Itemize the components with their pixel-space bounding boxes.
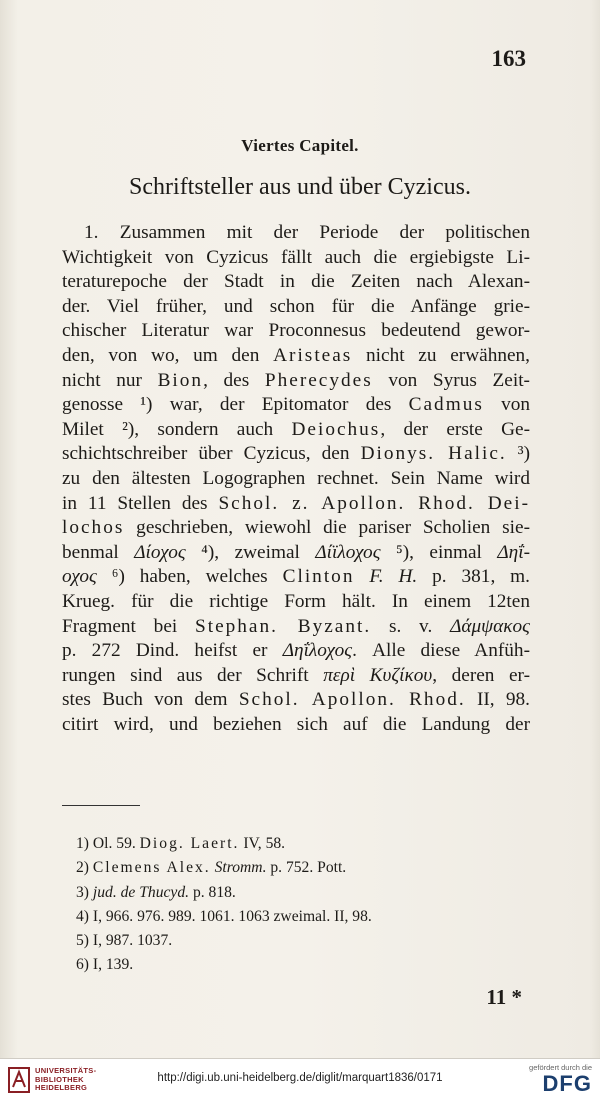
text-span: 3) — [76, 883, 93, 901]
text-span: Δίϊλοχος — [315, 541, 381, 563]
text-span: 4) I, 966. 976. 989. 1061. 1063 zweimal. II, 98. — [76, 907, 372, 925]
text-span: , des — [203, 369, 265, 391]
text-span: schichtschreiber über Cyzicus, den — [62, 443, 361, 465]
text-span: II, 98. — [465, 689, 530, 711]
text-span: den, von wo, um den — [62, 344, 274, 366]
text-span: IV, 58. — [239, 835, 286, 852]
text-span: stes Buch von dem — [62, 689, 239, 711]
body-line — [62, 688, 530, 713]
text-span: 6) I, 139. — [76, 956, 134, 974]
text-span: Stephan. Byzant. — [195, 615, 372, 637]
text-span: p. 381, m. — [417, 566, 531, 588]
text-span: Clinton — [282, 566, 355, 588]
body-line — [62, 516, 530, 541]
body-line — [62, 319, 530, 344]
text-span: Milet ²), sondern auch — [62, 418, 292, 440]
text-span: ⁴), zweimal — [185, 541, 316, 563]
body-line — [62, 270, 530, 295]
text-span: in 11 Stellen des — [62, 492, 219, 514]
text-span: Clemens Alex. — [92, 859, 211, 877]
text-span: Δηΐλοχος — [282, 640, 353, 662]
text-span: von — [483, 394, 530, 416]
text-span: von Syrus Zeit- — [372, 369, 530, 391]
text-span: Pherecydes — [264, 369, 373, 391]
dfg-logo[interactable] — [529, 1063, 592, 1096]
footnote — [76, 881, 372, 905]
text-span: Bion — [157, 369, 204, 391]
text-span: F. H. — [369, 566, 418, 588]
text-span: Δάμψακος — [450, 615, 530, 637]
footnote — [76, 856, 372, 880]
text-span: 1. Zusammen mit der Periode der politischen — [84, 222, 530, 243]
body-line — [62, 295, 530, 320]
section-title: Schriftsteller aus und über Cyzicus. — [129, 174, 471, 200]
footnotes — [76, 832, 372, 978]
text-span: nicht zu erwähnen, — [352, 344, 531, 366]
body-line — [62, 418, 530, 443]
body-line — [62, 541, 530, 566]
body-line — [62, 565, 530, 590]
footnote — [76, 929, 372, 953]
text-span: geschrieben, wiewohl die pariser Scholien sie- — [124, 517, 530, 539]
footnote — [76, 905, 372, 929]
text-span: Δίοχος — [134, 541, 186, 563]
body-line — [62, 221, 530, 246]
text-span: lochos — [62, 517, 125, 539]
text-span: Schol. Apollon. Rhod. — [238, 689, 466, 711]
body-line — [62, 467, 530, 492]
text-span: Aristeas — [273, 344, 353, 366]
signature-mark: 11 * — [486, 985, 522, 1009]
text-span: , der erste Ge- — [380, 418, 530, 440]
text-span: . Alle diese Anfüh- — [352, 640, 530, 662]
text-span: 5) I, 987. 1037. — [76, 932, 173, 950]
text-span: Cadmus — [408, 394, 484, 416]
text-span: teraturepoche der Stadt in die Zeiten nach Alexan- — [62, 271, 530, 293]
page-number: 163 — [491, 46, 526, 71]
text-span: citirt wird, und beziehen sich auf die Landung der — [62, 713, 530, 735]
text-span: περὶ Κυζίκου — [323, 664, 433, 686]
text-span: Fragment bei — [62, 615, 196, 637]
text-span: p. 272 Dind. heifst er — [62, 640, 283, 662]
permalink-url[interactable]: http://digi.ub.uni-heidelberg.de/diglit/marquart1836/0171 — [157, 1072, 443, 1084]
body-line — [62, 615, 530, 640]
text-span: Diog. Laert. — [139, 835, 240, 852]
text-span: zu den ältesten Logographen rechnet. Sein Name wird — [62, 467, 530, 489]
text-span: ⁵), einmal — [380, 541, 498, 563]
footnote-rule — [62, 805, 140, 806]
text-span: chischer Literatur war Proconnesus bedeutend gewor- — [62, 320, 530, 342]
viewer-footer — [0, 1058, 600, 1102]
body-text — [62, 221, 530, 737]
dfg-wordmark: DFG — [542, 1071, 592, 1096]
text-span — [354, 566, 369, 587]
text-span: Δηΐ- — [497, 541, 530, 563]
text-span: 2) — [76, 859, 93, 877]
university-name: UNIVERSITÄTS- BIBLIOTHEK HEIDELBERG — [35, 1066, 97, 1093]
text-span: p. 752. Pott. — [266, 859, 347, 877]
text-span: 1) Ol. 59. — [76, 835, 140, 852]
text-span: benmal — [62, 541, 135, 563]
text-span: , deren er- — [432, 664, 530, 686]
text-span: rungen sind aus der Schrift — [62, 664, 324, 686]
text-span: nicht nur — [62, 369, 158, 391]
text-span: ³) — [506, 443, 530, 465]
body-line — [62, 344, 530, 369]
text-span: Schol. z. Apollon. Rhod. Dei- — [218, 492, 530, 514]
text-span: Deiochus — [291, 418, 381, 440]
body-line — [62, 369, 530, 394]
text-span: der. Viel früher, und schon für die Anfänge grie- — [62, 295, 530, 317]
body-line — [62, 442, 530, 467]
body-line — [62, 492, 530, 517]
text-span: p. 818. — [189, 883, 236, 901]
body-line — [62, 246, 530, 271]
chapter-heading: Viertes Capitel. — [241, 136, 359, 155]
text-span: jud. de Thucyd. — [92, 883, 190, 901]
body-line — [62, 639, 530, 664]
footnote — [76, 953, 372, 977]
body-line — [62, 664, 530, 689]
text-span: genosse ¹) war, der Epitomator des — [62, 394, 409, 416]
text-span: Krueg. für die richtige Form hält. In einem 12ten — [62, 590, 530, 612]
text-span: Stromm. — [214, 859, 267, 877]
body-line — [62, 393, 530, 418]
text-span: οχος — [62, 566, 97, 588]
text-span: Wichtigkeit von Cyzicus fällt auch die ergiebigste Li- — [62, 246, 530, 268]
funding-text: gefördert durch die — [529, 1063, 592, 1072]
body-line — [62, 713, 530, 738]
body-line — [62, 590, 530, 615]
text-span: Dionys. Halic. — [360, 443, 507, 465]
footnote — [76, 832, 372, 856]
text-span: ⁶) haben, welches — [96, 566, 283, 588]
text-span: s. v. — [371, 615, 451, 637]
